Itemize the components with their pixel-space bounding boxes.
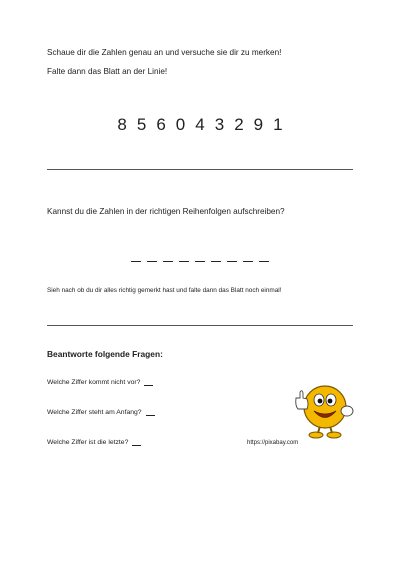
instruction-line-2: Falte dann das Blatt an der Linie!	[47, 67, 168, 76]
fold-line-1	[47, 169, 353, 170]
digit: 3	[214, 115, 225, 134]
question-text: Welche Ziffer kommt nicht vor?	[47, 379, 141, 386]
answer-blank[interactable]	[179, 247, 189, 262]
answer-blank[interactable]	[163, 247, 173, 262]
smiley-thumbs-up-icon	[290, 380, 356, 440]
answer-line[interactable]	[132, 436, 141, 446]
answer-blank[interactable]	[195, 247, 205, 262]
image-credit: https://pixabay.com	[247, 440, 299, 446]
digit: 5	[136, 115, 147, 134]
answer-blank[interactable]	[227, 247, 237, 262]
question-item	[47, 436, 141, 446]
fold-line-2	[47, 325, 353, 326]
digit: 0	[175, 115, 186, 134]
digit: 9	[253, 115, 264, 134]
answer-blank[interactable]	[259, 247, 269, 262]
answer-blank[interactable]	[211, 247, 221, 262]
digit: 1	[273, 115, 283, 134]
answer-blanks	[0, 244, 400, 262]
question-text: Welche Ziffer steht am Anfang?	[47, 409, 142, 416]
recall-question: Kannst du die Zahlen in der richtigen Reihenfolgen aufschreiben?	[47, 207, 285, 216]
question-item	[47, 406, 155, 416]
answer-blank[interactable]	[243, 247, 253, 262]
answer-blank[interactable]	[131, 247, 141, 262]
answer-blank[interactable]	[147, 247, 157, 262]
question-item	[47, 376, 153, 386]
answer-line[interactable]	[144, 376, 153, 386]
digit-sequence	[0, 115, 400, 135]
check-note: Sieh nach ob du dir alles richtig gemerkt hast und falte dann das Blatt noch einmal!	[47, 287, 282, 294]
instruction-line-1: Schaue dir die Zahlen genau an und versuche sie dir zu merken!	[47, 48, 282, 57]
answer-line[interactable]	[146, 406, 155, 416]
digit: 6	[156, 115, 166, 134]
digit: 4	[195, 115, 205, 134]
questions-heading: Beantworte folgende Fragen:	[47, 349, 163, 359]
question-text: Welche Ziffer ist die letzte?	[47, 439, 129, 446]
digit: 2	[234, 115, 244, 134]
digit: 8	[117, 115, 127, 134]
